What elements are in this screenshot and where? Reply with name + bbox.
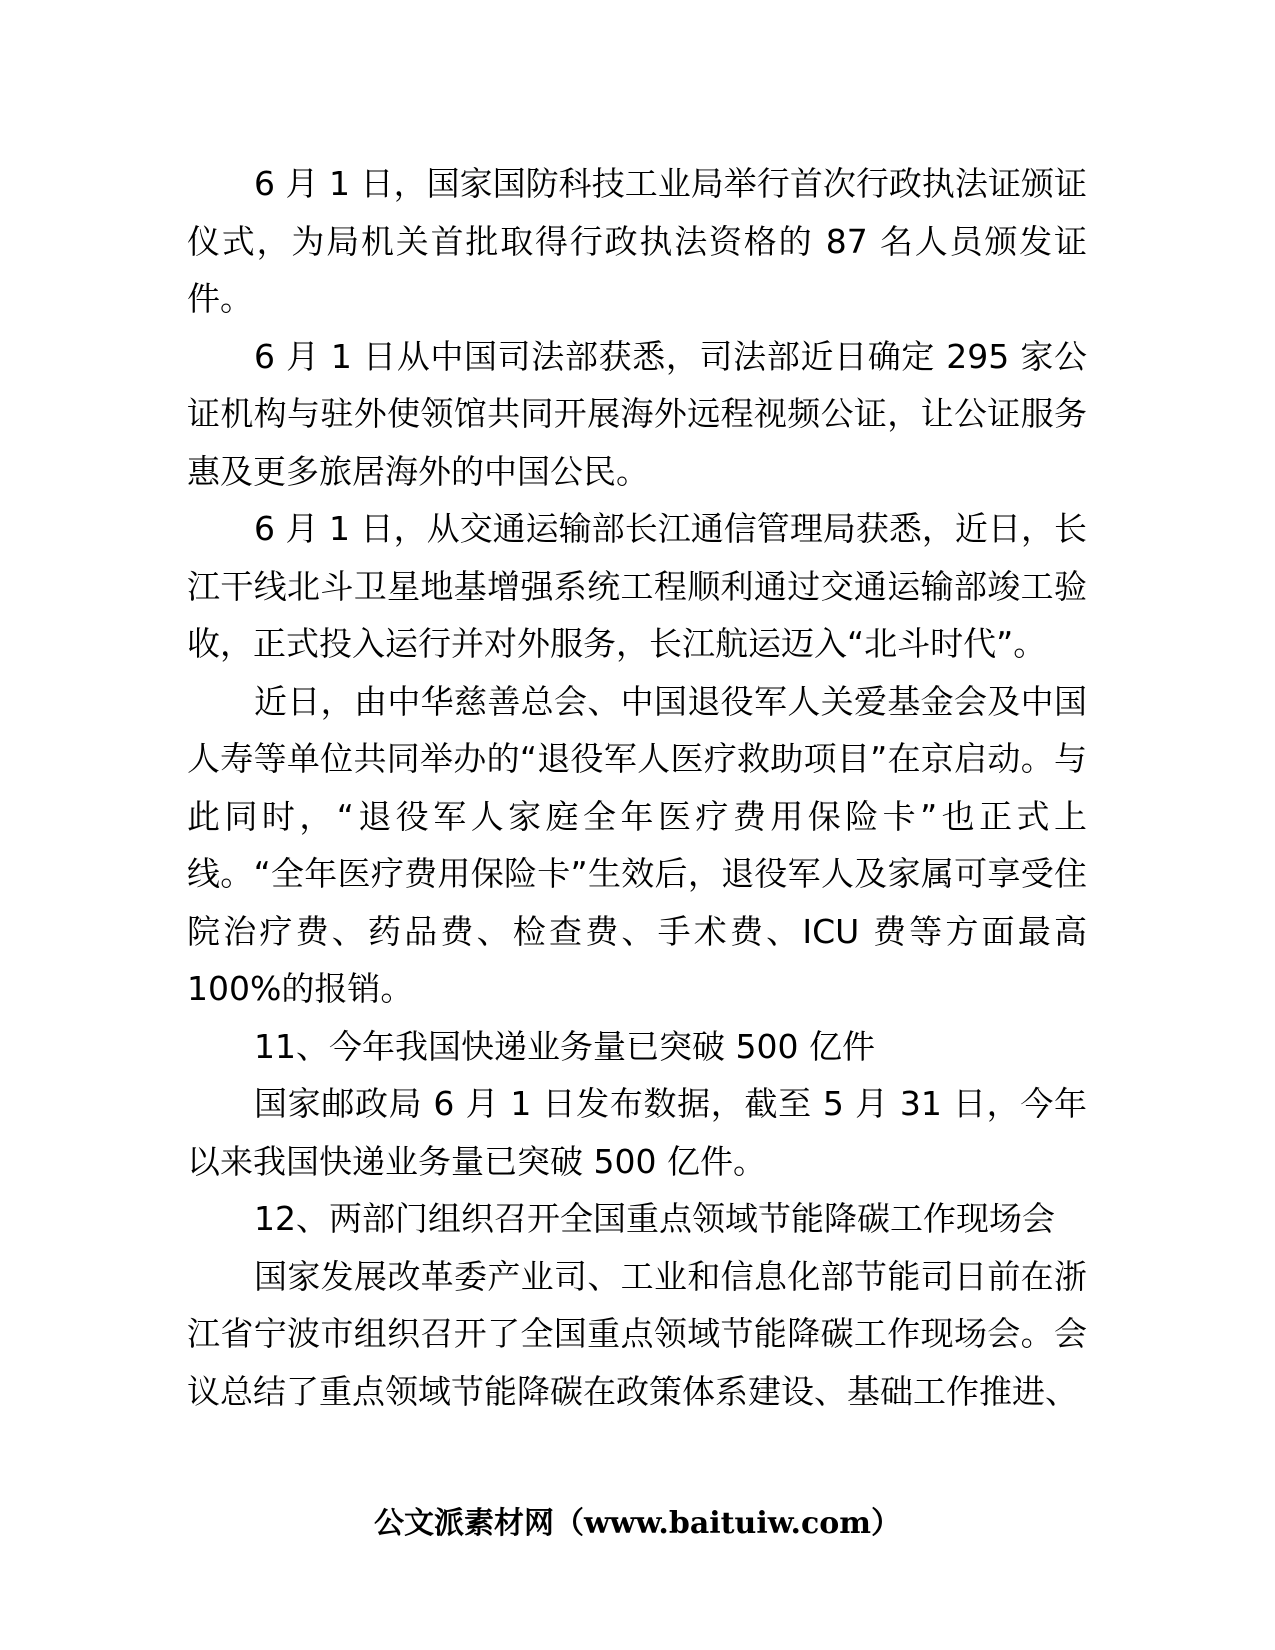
paragraph-remote-notary: 6 月 1 日从中国司法部获悉，司法部近日确定 295 家公证机构与驻外使领馆共同开展海外远程视频公证，让公证服务惠及更多旅居海外的中国公民。 (187, 336, 1087, 491)
paragraph-express-delivery: 国家邮政局 6 月 1 日发布数据，截至 5 月 31 日，今年以来我国快递业务量已突破 500 亿件。 (187, 1084, 1087, 1181)
paragraph-energy-saving: 国家发展改革委产业司、工业和信息化部节能司日前在浙江省宁波市组织召开了全国重点领域节能降碳工作现场会。会议总结了重点领域节能降碳在政策体系建设、基础工作推进、 (187, 1256, 1087, 1411)
heading-energy-saving: 12、两部门组织召开全国重点领域节能降碳工作现场会 (254, 1199, 1055, 1238)
paragraph-veterans-medical: 近日，由中华慈善总会、中国退役军人关爱基金会及中国人寿等单位共同举办的“退役军人医疗救助项目”在京启动。与此同时，“退役军人家庭全年医疗费用保险卡”也正式上线。“全年医疗费用保险卡”生效后，退役军人及家属可享受住院治疗费、药品费、检查费、手术费、ICU 费等方面最高 100%的报销。 (187, 681, 1087, 1008)
document-body (187, 155, 1087, 1420)
paragraph-defense-industry: 6 月 1 日，国家国防科技工业局举行首次行政执法证颁证仪式，为局机关首批取得行政执法资格的 87 名人员颁发证件。 (187, 164, 1087, 318)
heading-express-delivery: 11、今年我国快递业务量已突破 500 亿件 (254, 1026, 875, 1066)
paragraph-beidou-yangtze: 6 月 1 日，从交通运输部长江通信管理局获悉，近日，长江干线北斗卫星地基增强系统工程顺利通过交通运输部竣工验收，正式投入运行并对外服务，长江航运迈入“北斗时代”。 (187, 509, 1087, 663)
footer-watermark: 公文派素材网（www.baituiw.com） (373, 1506, 902, 1541)
